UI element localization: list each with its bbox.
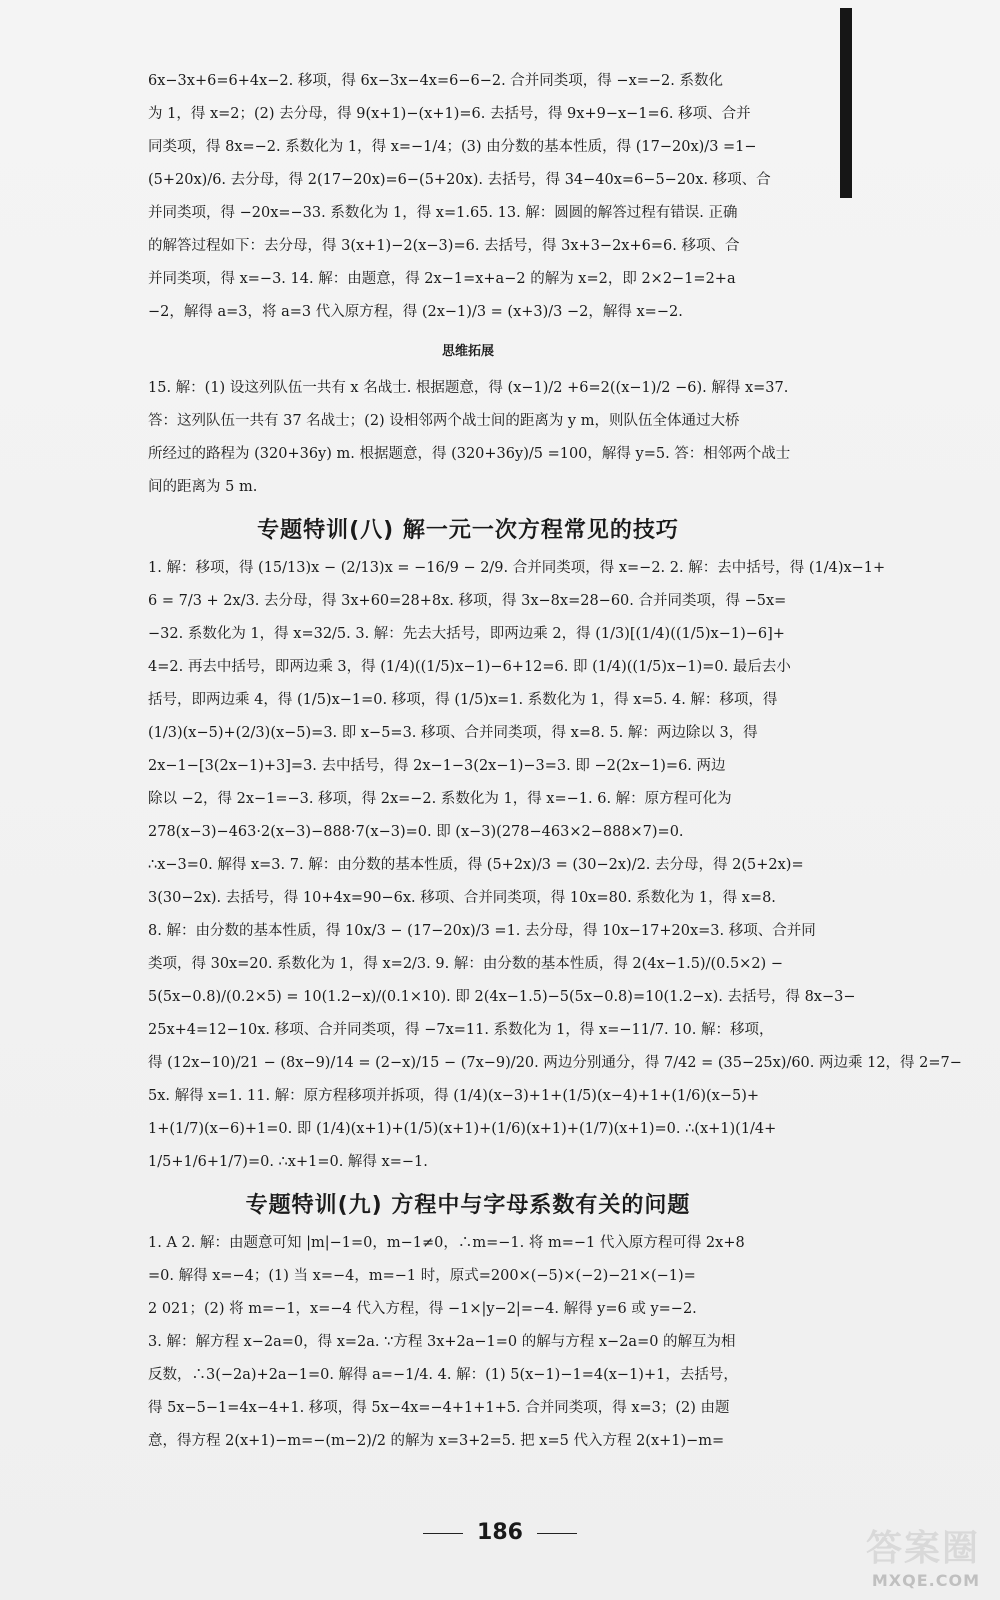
page-number-text: 186 [477,1520,523,1545]
watermark-logo [820,1520,980,1590]
text-line: 答：这列队伍一共有 37 名战士；(2) 设相邻两个战士间的距离为 y m，则队伍全体通过大桥 [148,413,740,429]
text-line: 5(5x−0.8)/(0.2×5) = 10(1.2−x)/(0.1×10). 即 2(4x−1.5)−5(5x−0.8)=10(1.2−x). 去括号，得 8x−3− [148,989,856,1005]
text-line: 得 5x−5−1=4x−4+1. 移项，得 5x−4x=−4+1+1+5. 合并同类项，得 x=3；(2) 由题 [148,1400,730,1416]
text-line: (1/3)(x−5)+(2/3)(x−5)=3. 即 x−5=3. 移项、合并同类项，得 x=8. 5. 解：两边除以 3，得 [148,725,758,741]
text-line: 2 021；(2) 将 m=−1，x=−4 代入方程，得 −1×|y−2|=−4. 解得 y=6 或 y=−2. [148,1301,697,1317]
text-line: 类项，得 30x=20. 系数化为 1，得 x=2/3. 9. 解：由分数的基本性质，得 2(4x−1.5)/(0.5×2) − [148,956,783,972]
text-line: 1+(1/7)(x−6)+1=0. 即 (1/4)(x+1)+(1/5)(x+1)+(1/6)(x+1)+(1/7)(x+1)=0. ∴(x+1)(1/4+ [148,1121,777,1137]
text-line: =0. 解得 x=−4；(1) 当 x=−4，m=−1 时，原式=200×(−5)×(−2)−21×(−1)= [148,1268,696,1284]
text-line: 并同类项，得 x=−3. 14. 解：由题意，得 2x−1=x+a−2 的解为 x=2，即 2×2−1=2+a [148,271,736,287]
text-line: 为 1，得 x=2；(2) 去分母，得 9(x+1)−(x+1)=6. 去括号，得 9x+9−x−1=6. 移项、合并 [148,106,751,122]
text-line: 3(30−2x). 去括号，得 10+4x=90−6x. 移项、合并同类项，得 10x=80. 系数化为 1，得 x=8. [148,890,776,906]
text-line: −32. 系数化为 1，得 x=32/5. 3. 解：先去大括号，即两边乘 2，得 (1/3)[(1/4)((1/5)x−1)−6]+ [148,626,785,642]
answer-block-1 [148,65,788,329]
section-title-8: 专题特训(八) 解一元一次方程常见的技巧 [257,518,679,543]
watermark-chars: 答案圈 [865,1528,980,1569]
text-line: 同类项，得 8x=−2. 系数化为 1，得 x=−1/4；(3) 由分数的基本性质，得 (17−20x)/3 =1− [148,139,757,155]
text-line: 意，得方程 2(x+1)−m=−(m−2)/2 的解为 x=3+2=5. 把 x=5 代入方程 2(x+1)−m= [148,1433,725,1449]
text-line: 得 (12x−10)/21 − (8x−9)/14 = (2−x)/15 − (7x−9)/20. 两边分别通分，得 7/42 = (35−25x)/60. 两边乘 12，得 2=7− [148,1055,962,1071]
text-line: −2，解得 a=3，将 a=3 代入原方程，得 (2x−1)/3 = (x+3)/3 −2，解得 x=−2. [148,304,683,320]
answer-block-3 [148,552,962,1179]
text-line: 所经过的路程为 (320+36y) m. 根据题意，得 (320+36y)/5 =100，解得 y=5. 答：相邻两个战士 [148,446,791,462]
text-line: 反数，∴3(−2a)+2a−1=0. 解得 a=−1/4. 4. 解：(1) 5(x−1)−1=4(x−1)+1，去括号， [148,1367,738,1383]
text-line: 25x+4=12−10x. 移项、合并同类项，得 −7x=11. 系数化为 1，得 x=−11/7. 10. 解：移项， [148,1022,774,1038]
text-line: 1. 解：移项，得 (15/13)x − (2/13)x = −16/9 − 2/9. 合并同类项，得 x=−2. 2. 解：去中括号，得 (1/4)x−1+ [148,560,886,576]
answer-block-4 [148,1227,788,1458]
text-line: 的解答过程如下：去分母，得 3(x+1)−2(x−3)=6. 去括号，得 3x+3−2x+6=6. 移项、合 [148,238,740,254]
text-line: 2x−1−[3(2x−1)+3]=3. 去中括号，得 2x−1−3(2x−1)−3=3. 即 −2(2x−1)=6. 两边 [148,758,726,774]
text-line: 间的距离为 5 m. [148,479,258,495]
text-line: (5+20x)/6. 去分母，得 2(17−20x)=6−(5+20x). 去括号，得 34−40x=6−5−20x. 移项、合 [148,172,771,188]
text-line: 3. 解：解方程 x−2a=0，得 x=2a. ∵方程 3x+2a−1=0 的解与方程 x−2a=0 的解互为相 [148,1334,736,1350]
text-line: 1/5+1/6+1/7)=0. ∴x+1=0. 解得 x=−1. [148,1154,428,1170]
dash-right [537,1533,577,1534]
text-line: 并同类项，得 −20x=−33. 系数化为 1，得 x=1.65. 13. 解：圆圆的解答过程有错误. 正确 [148,205,738,221]
subheading-thinking-extension: 思维拓展 [441,344,494,359]
text-line: 5x. 解得 x=1. 11. 解：原方程移项并拆项，得 (1/4)(x−3)+1+(1/5)(x−4)+1+(1/6)(x−5)+ [148,1088,760,1104]
answer-block-2 [148,372,791,504]
page-content [148,65,962,1458]
text-line: 6x−3x+6=6+4x−2. 移项，得 6x−3x−4x=6−6−2. 合并同类项，得 −x=−2. 系数化 [148,73,723,89]
section-title-9: 专题特训(九) 方程中与字母系数有关的问题 [245,1193,691,1218]
watermark-url: MXQE.COM [871,1571,980,1590]
text-line: 括号，即两边乘 4，得 (1/5)x−1=0. 移项，得 (1/5)x=1. 系数化为 1，得 x=5. 4. 解：移项，得 [148,692,778,708]
text-line: 278(x−3)−463·2(x−3)−888·7(x−3)=0. 即 (x−3)(278−463×2−888×7)=0. [148,824,684,840]
dash-left [423,1533,463,1534]
text-line: 8. 解：由分数的基本性质，得 10x/3 − (17−20x)/3 =1. 去分母，得 10x−17+20x=3. 移项、合并同 [148,923,816,939]
text-line: 6 = 7/3 + 2x/3. 去分母，得 3x+60=28+8x. 移项，得 3x−8x=28−60. 合并同类项，得 −5x= [148,593,787,609]
scan-shadow-edge [840,8,852,198]
text-line: 除以 −2，得 2x−1=−3. 移项，得 2x=−2. 系数化为 1，得 x=−1. 6. 解：原方程可化为 [148,791,732,807]
text-line: 1. A 2. 解：由题意可知 |m|−1=0，m−1≠0，∴m=−1. 将 m=−1 代入原方程可得 2x+8 [148,1235,745,1251]
text-line: ∴x−3=0. 解得 x=3. 7. 解：由分数的基本性质，得 (5+2x)/3 = (30−2x)/2. 去分母，得 2(5+2x)= [148,857,804,873]
text-line: 15. 解：(1) 设这列队伍一共有 x 名战士. 根据题意，得 (x−1)/2 +6=2((x−1)/2 −6). 解得 x=37. [148,380,789,396]
text-line: 4=2. 再去中括号，即两边乘 3，得 (1/4)((1/5)x−1)−6+12=6. 即 (1/4)((1/5)x−1)=0. 最后去小 [148,659,791,675]
